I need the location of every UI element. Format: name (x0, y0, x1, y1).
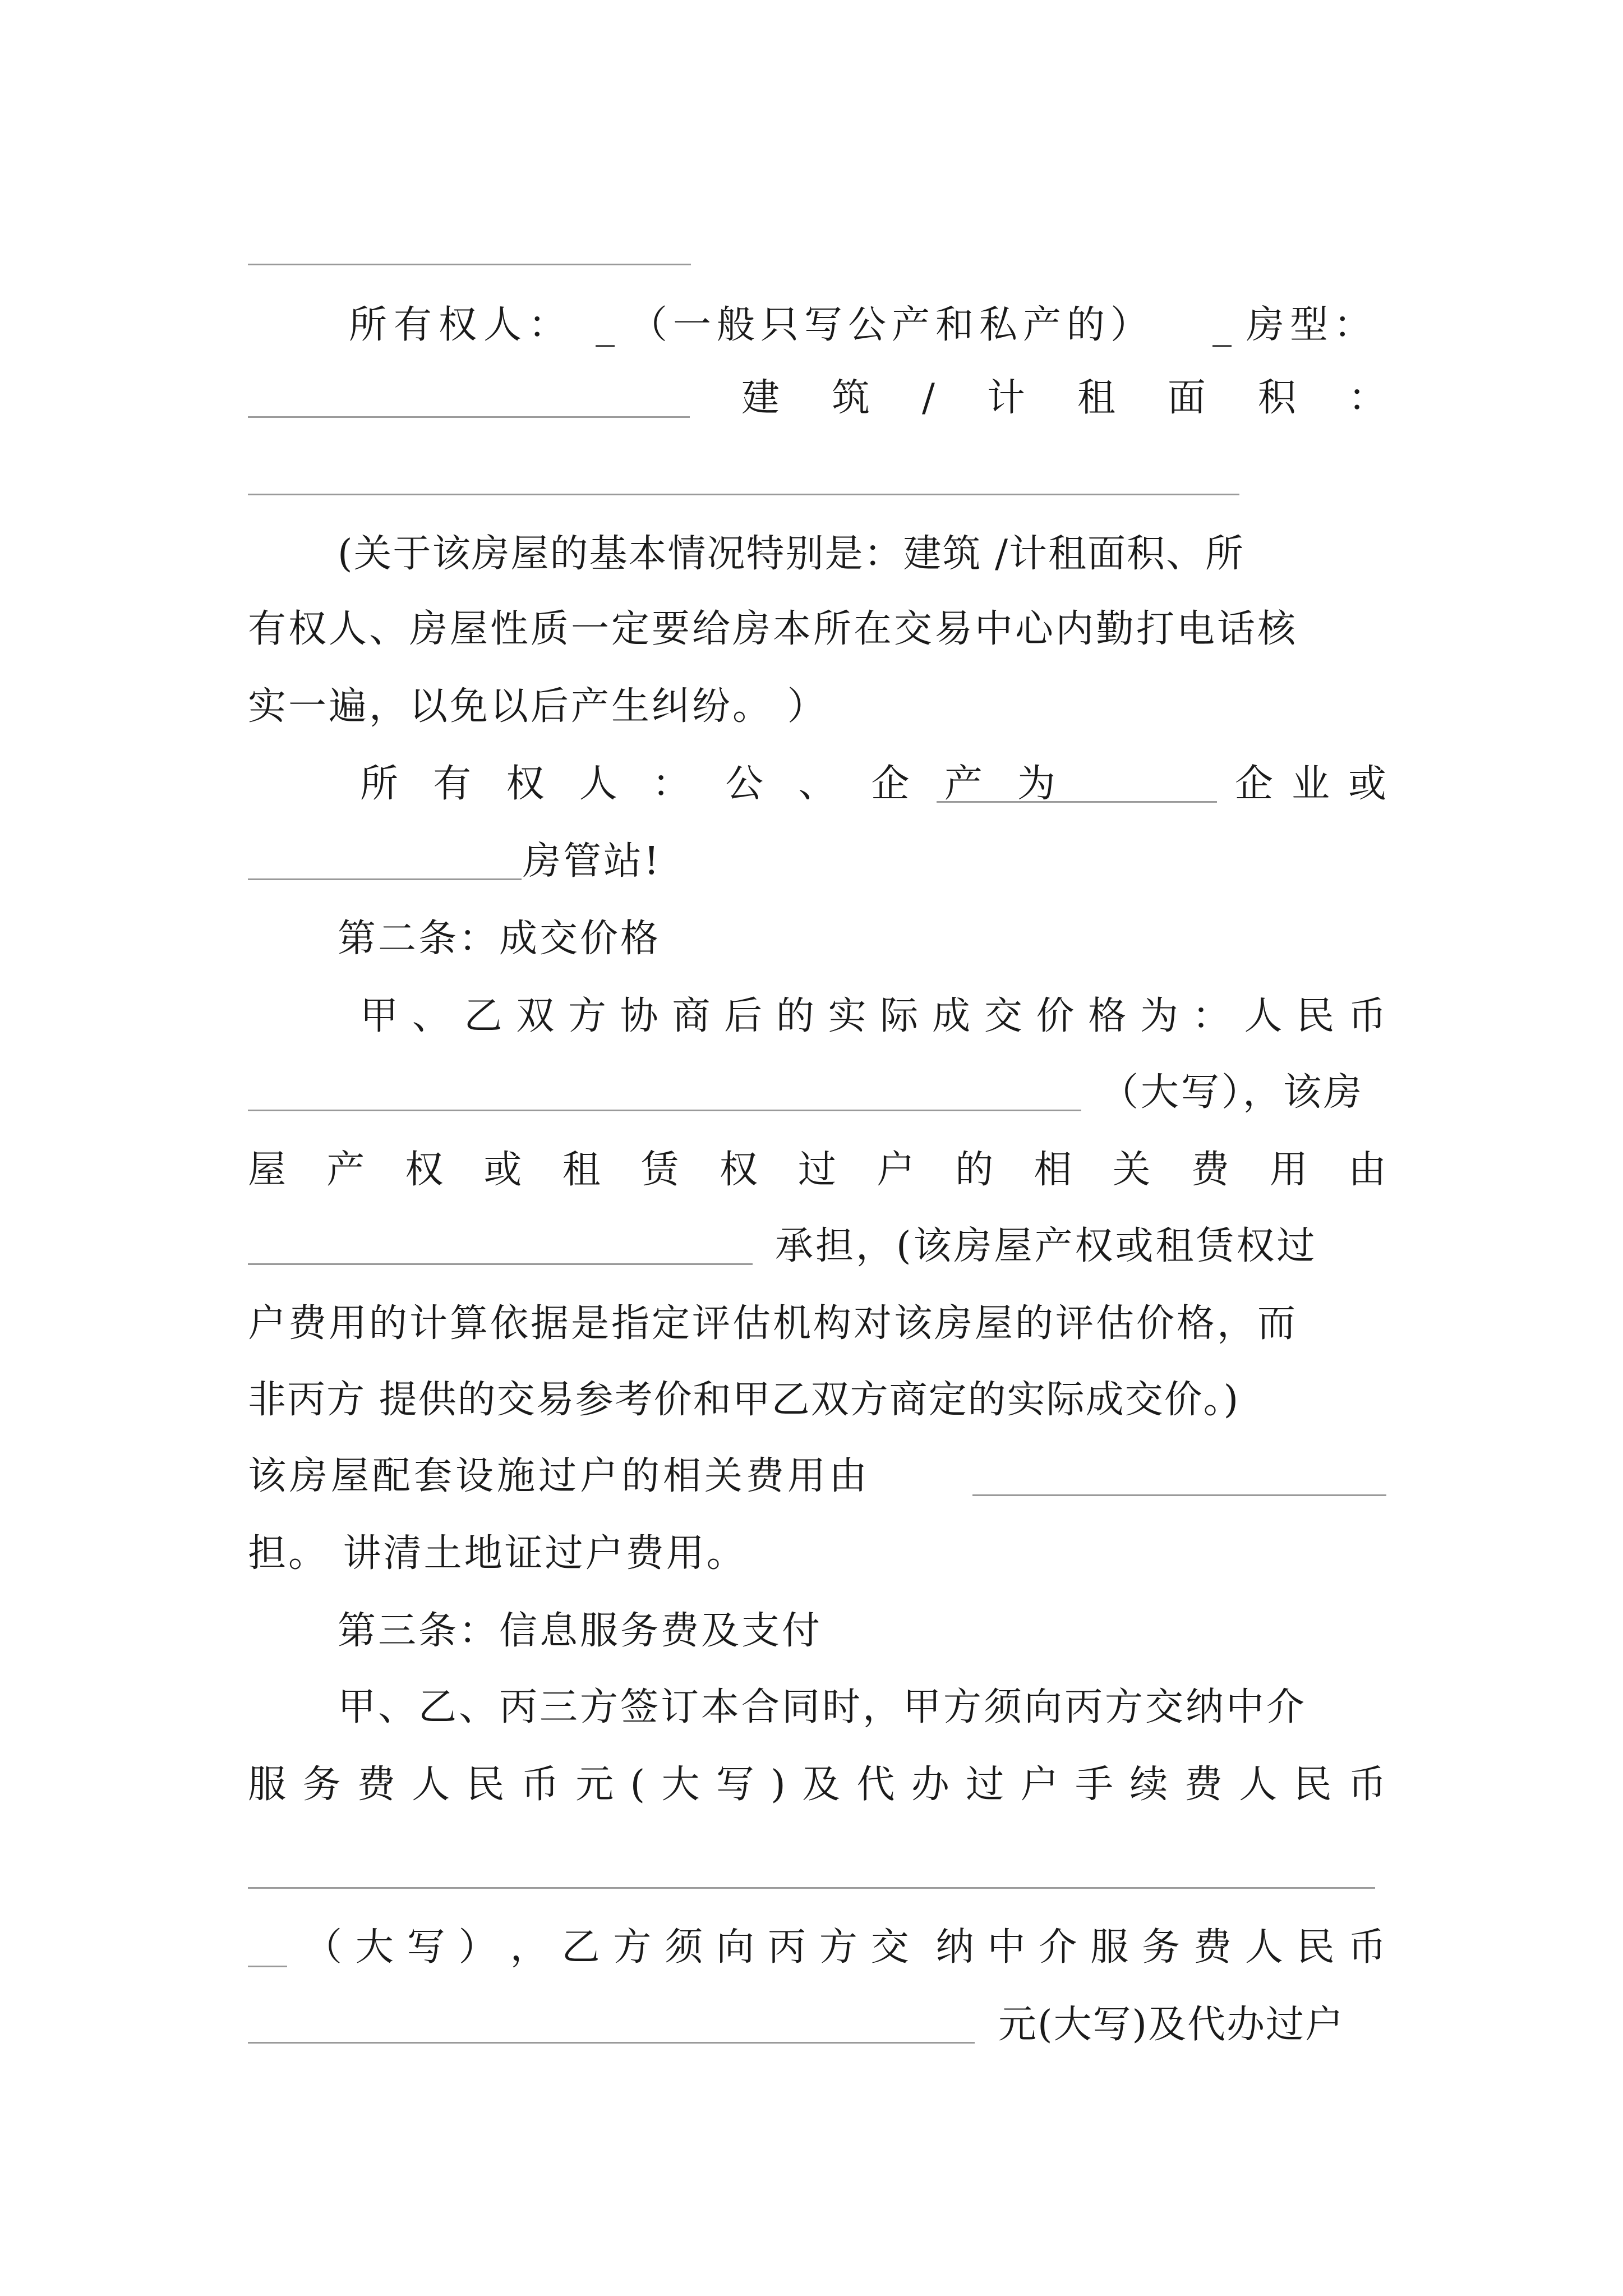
underline-blank (248, 264, 691, 265)
area-line (248, 371, 1386, 425)
owner-hint: （一般只写公产和私产的） (629, 303, 1155, 347)
underline-blank (248, 494, 1239, 495)
underline-blank (248, 1887, 1375, 1889)
article-3-line-4: 元(大写)及代办过户 (998, 2003, 1345, 2047)
area-label: 建 筑 / 计 租 面 积 ： (741, 376, 1386, 420)
article-2-title: 第二条：成交价格 (338, 917, 661, 961)
daxie-line: （大写），该房 (1100, 1070, 1364, 1115)
article-3-line-1: 甲、乙、丙三方签订本合同时，甲方须向丙方交纳中介 (338, 1685, 1307, 1729)
owner-label: 所有权人： (349, 303, 574, 347)
underline-blank (937, 801, 1217, 803)
underline-blank (972, 1494, 1386, 1496)
article-3-line-3-text: （ 大 写 ） ， 乙 方 须 向 丙 方 交 纳 中 介 服 务 费 人 民 币 (304, 1925, 1386, 1970)
owner-type-suffix: 企 业 或 (1235, 762, 1386, 806)
bear-line: 承担，(该房屋产权或租赁权过 (775, 1224, 1317, 1268)
fee-text: 屋 产 权 或 租 赁 权 过 户 的 相 关 费 用 由 (248, 1148, 1386, 1192)
owner-type-end: 房管站! (523, 839, 662, 884)
owner-type-prefix: 所 有 权 人 ： 公 、 企 产 为 (360, 762, 1055, 806)
price-line (248, 990, 1386, 1043)
article-3-line-3 (248, 1921, 1386, 1975)
house-type-label: 房型： (1246, 303, 1378, 347)
not-ref-line: 非丙方 提供的交易参考价和甲乙双方商定的实际成交价。) (248, 1378, 1240, 1422)
article-3-title: 第三条：信息服务费及支付 (338, 1609, 823, 1653)
owner-line (248, 298, 1386, 352)
article-3-line-2-text: 服 务 费 人 民 币 元 ( 大 写 ) 及 代 办 过 户 手 续 费 人 民 币 (248, 1763, 1386, 1807)
underline-blank (248, 878, 522, 880)
note-line-1: (关于该房屋的基本情况特别是：建筑 /计租面积、所 (338, 532, 1245, 576)
owner-blank: _ (596, 303, 615, 347)
note-line-3: 实一遍，以免以后产生纠纷。 ） (248, 684, 828, 729)
facility-line: 该房屋配套设施过户的相关费用由 (248, 1454, 871, 1498)
fee-line (248, 1143, 1386, 1197)
note-line-2: 有权人、房屋性质一定要给房本所在交易中心内勤打电话核 (248, 607, 1298, 651)
bear2-line: 担。 讲清土地证过户费用。 (248, 1531, 747, 1576)
owner-type-line (248, 757, 1386, 811)
price-text: 甲 、 乙 双 方 协 商 后 的 实 际 成 交 价 格 为 ： 人 民 币 (360, 994, 1386, 1038)
owner-blank-2: _ (1212, 303, 1232, 347)
article-3-line-2 (248, 1758, 1386, 1812)
basis-line: 户费用的计算依据是指定评估机构对该房屋的评估价格，而 (248, 1301, 1298, 1346)
